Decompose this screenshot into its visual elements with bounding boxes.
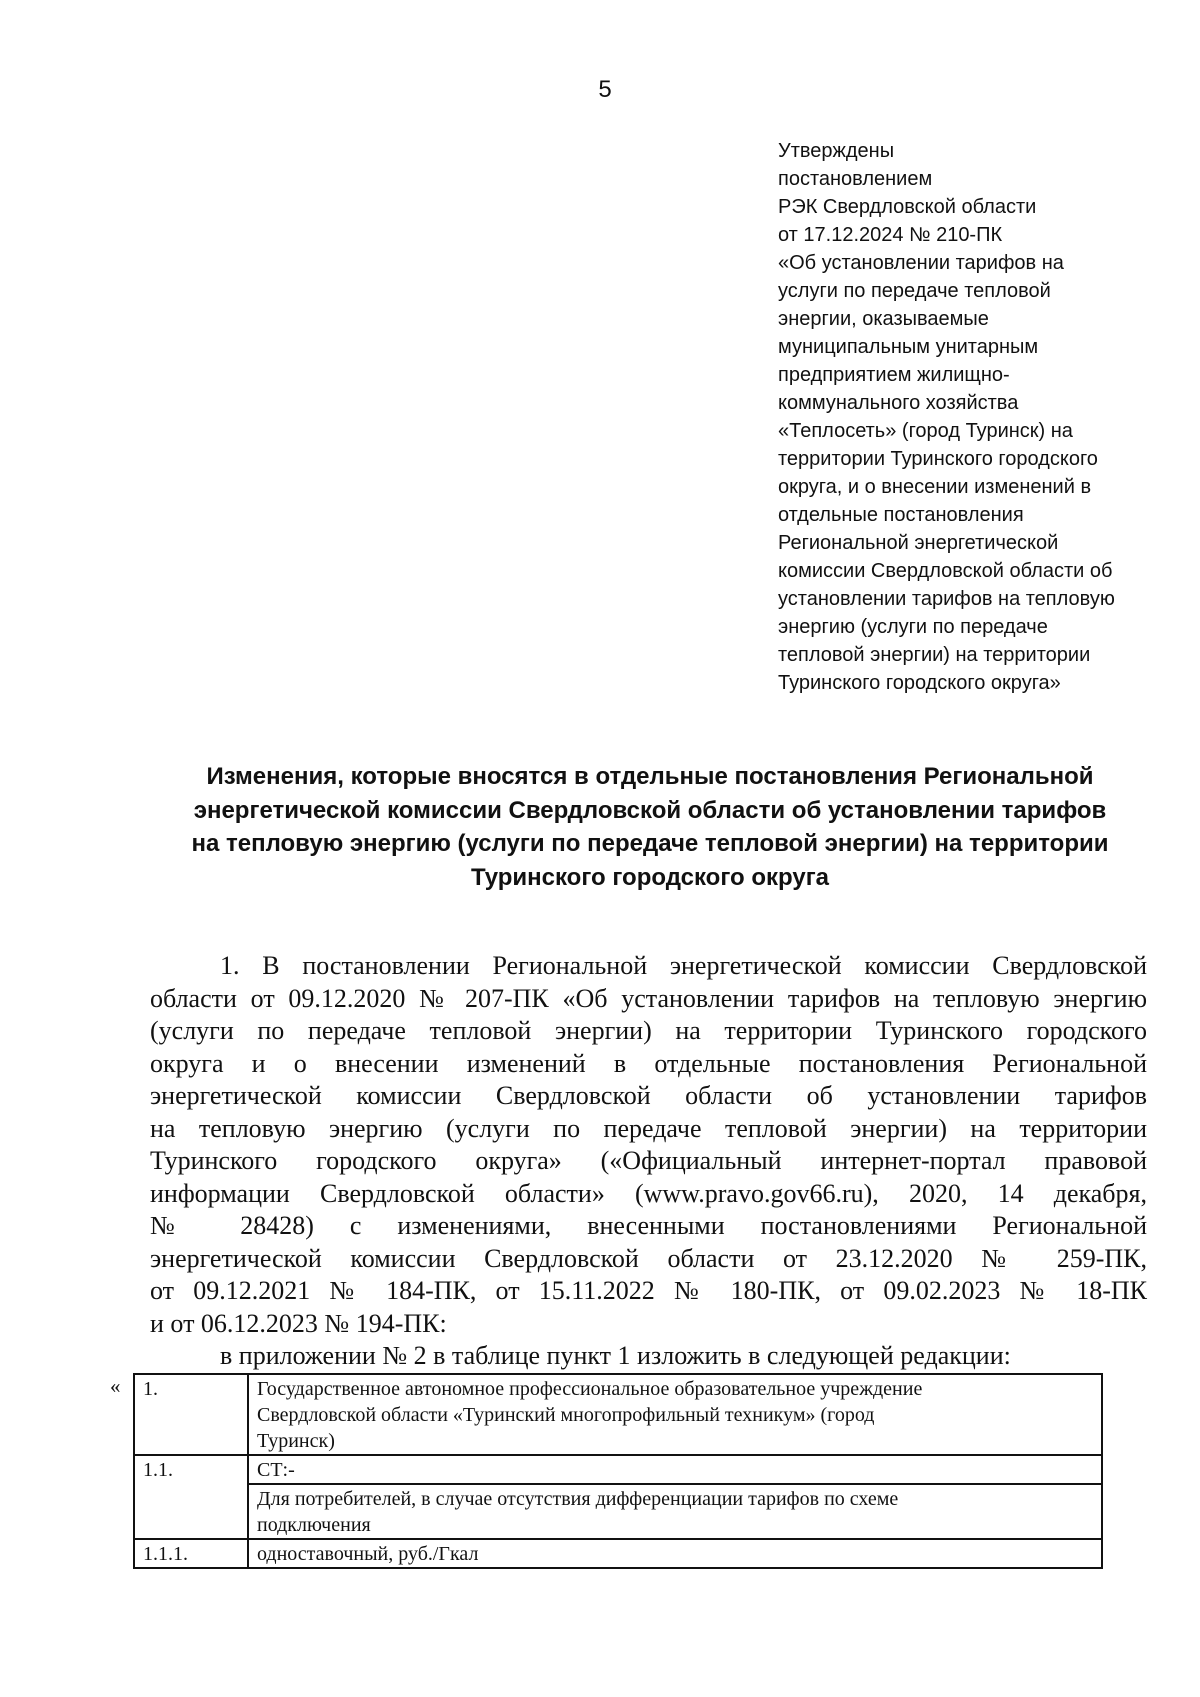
row-number: 1. — [134, 1374, 248, 1455]
table-row — [134, 1374, 1102, 1455]
body-line: энергетической комиссии Свердловской области от 23.12.2020 № 259-ПК, — [150, 1243, 1147, 1273]
table-open-quote: « — [110, 1374, 121, 1398]
cell-line: Государственное автономное профессиональное образовательное учреждение — [257, 1378, 923, 1400]
approval-line: предприятием жилищно- — [778, 364, 1010, 386]
body-line: округа и о внесении изменений в отдельные постановления Региональной — [150, 1048, 1147, 1078]
body-line: области от 09.12.2020 № 207-ПК «Об установлении тарифов на тепловую энергию — [150, 983, 1147, 1013]
approval-line: Региональной энергетической — [778, 532, 1059, 554]
approval-line: Туринского городского округа» — [778, 672, 1061, 694]
cell-line: Свердловской области «Туринский многопрофильный техникум» (город — [257, 1404, 875, 1426]
approval-line: муниципальным унитарным — [778, 336, 1039, 358]
approval-line: энергии, оказываемые — [778, 308, 989, 330]
cell-line: подключения — [257, 1514, 371, 1536]
title-line: Туринского городского округа — [470, 863, 830, 891]
table-row — [134, 1455, 1102, 1484]
body-line: и от 06.12.2023 № 194-ПК: — [150, 1308, 447, 1338]
body-line: на тепловую энергию (услуги по передаче тепловой энергии) на территории — [150, 1113, 1147, 1143]
cell-line: Для потребителей, в случае отсутствия дифференциации тарифов по схеме — [257, 1488, 899, 1510]
approval-line: энергию (услуги по передаче — [778, 616, 1048, 638]
approval-line: РЭК Свердловской области — [778, 196, 1037, 218]
row-text — [248, 1484, 1102, 1539]
body-line: (услуги по передаче тепловой энергии) на территории Туринского городского — [150, 1016, 1147, 1045]
title-line: на тепловую энергию (услуги по передаче тепловой энергии) на территории — [191, 830, 1109, 857]
tariff-table — [133, 1373, 1103, 1569]
approval-line: коммунального хозяйства — [778, 392, 1019, 414]
approval-line: «Теплосеть» (город Туринск) на — [778, 420, 1073, 442]
approval-line: тепловой энергии) на территории — [778, 644, 1091, 666]
approval-line: округа, и о внесении изменений в — [778, 476, 1092, 498]
approval-line: от 17.12.2024 № 210-ПК — [778, 224, 1003, 246]
body-line: 1. В постановлении Региональной энергетической комиссии Свердловской — [220, 951, 1147, 980]
approval-line: территории Туринского городского — [778, 448, 1098, 470]
cell-line: Туринск) — [257, 1430, 335, 1452]
body-line: в приложении № 2 в таблице пункт 1 изложить в следующей редакции: — [220, 1341, 1011, 1370]
row-text: одноставочный, руб./Гкал — [248, 1539, 1102, 1568]
row-text: СТ:- — [248, 1455, 1102, 1484]
page-number: 5 — [598, 76, 612, 103]
approval-line: отдельные постановления — [778, 504, 1024, 526]
row-text — [248, 1374, 1102, 1455]
approval-line: постановлением — [778, 168, 933, 190]
body-line: энергетической комиссии Свердловской области об установлении тарифов — [150, 1081, 1147, 1110]
body-line: Туринского городского округа» («Официальный интернет-портал правовой — [150, 1146, 1147, 1175]
approval-line: услуги по передаче тепловой — [778, 280, 1051, 302]
approval-block — [778, 137, 1178, 697]
body-line: от 09.12.2021 № 184-ПК, от 15.11.2022 № 180-ПК, от 09.02.2023 № 18-ПК — [150, 1276, 1147, 1305]
approval-line: установлении тарифов на тепловую — [778, 588, 1115, 610]
body-paragraph — [150, 950, 1147, 1373]
body-line: информации Свердловской области» (www.pravo.gov66.ru), 2020, 14 декабря, — [150, 1178, 1147, 1208]
approval-line: Утверждены — [778, 140, 895, 162]
row-number: 1.1.1. — [134, 1539, 248, 1568]
table-row — [134, 1539, 1102, 1568]
table-row — [134, 1484, 1102, 1539]
document-title — [140, 760, 1160, 894]
title-line: энергетической комиссии Свердловской области об установлении тарифов — [193, 796, 1107, 824]
body-line: № 28428) с изменениями, внесенными постановлениями Региональной — [150, 1211, 1147, 1240]
approval-line: комиссии Свердловской области об — [778, 560, 1113, 582]
approval-line: «Об установлении тарифов на — [778, 252, 1064, 274]
title-line: Изменения, которые вносятся в отдельные постановления Региональной — [206, 763, 1094, 790]
row-number: 1.1. — [134, 1455, 248, 1539]
